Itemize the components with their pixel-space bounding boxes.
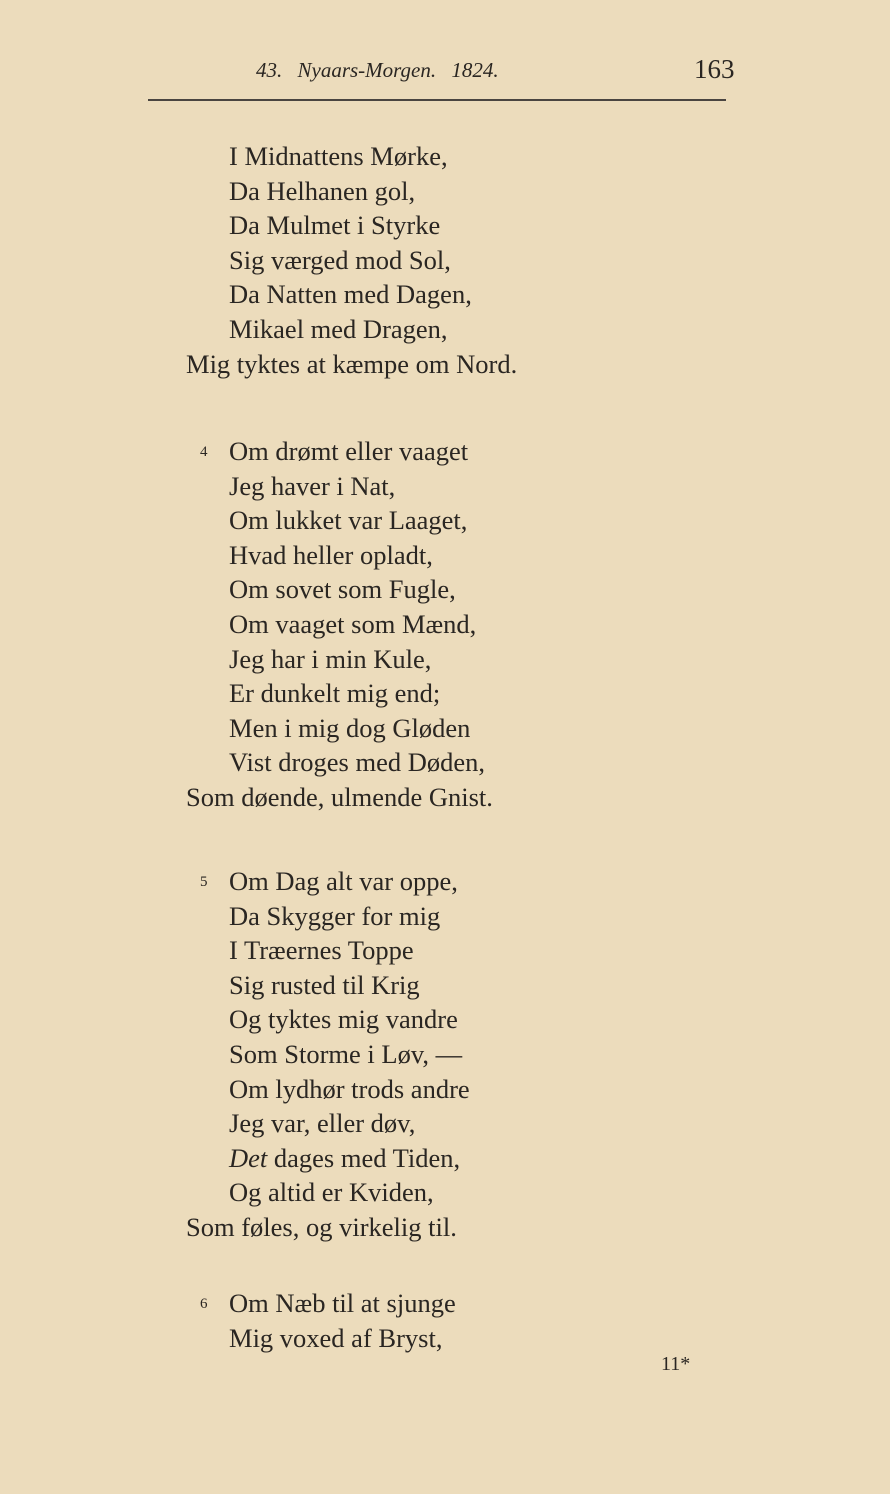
verse-line: Da Helhanen gol,: [229, 175, 416, 206]
emphasis: Det: [229, 1142, 268, 1173]
stanza-number: 6: [200, 1296, 208, 1312]
signature-mark: 11*: [661, 1353, 691, 1375]
verse-line: Som føles, og virkelig til.: [186, 1211, 457, 1242]
verse-line: Om Næb til at sjunge 6: [186, 1286, 456, 1321]
stanza: [186, 1286, 456, 1355]
verse-line: Om lukket var Laaget,: [229, 505, 468, 536]
verse-line: Da Mulmet i Styrke: [229, 210, 441, 241]
verse-line: Om sovet som Fugle,: [229, 574, 456, 605]
verse-line: Det dages med Tiden,: [229, 1142, 461, 1173]
header-rule: [148, 99, 726, 101]
stanza: [186, 139, 517, 381]
verse-line: Hvad heller opladt,: [229, 539, 433, 570]
verse-line: Om drømt eller vaaget 4: [186, 434, 493, 469]
verse-line: Sig værged mod Sol,: [229, 244, 451, 275]
verse-line: Om lydhør trods andre: [229, 1073, 470, 1104]
running-header: 43. Nyaars-Morgen. 1824.: [256, 58, 499, 82]
verse-line: Om vaaget som Mænd,: [229, 608, 477, 639]
verse-line: Da Skygger for mig: [229, 900, 441, 931]
verse-line: Er dunkelt mig end;: [229, 678, 441, 709]
page-number: 163: [694, 54, 735, 84]
verse-line: Jeg haver i Nat,: [229, 470, 396, 501]
verse-line: Og tyktes mig vandre: [229, 1004, 458, 1035]
verse-line: Og altid er Kviden,: [229, 1177, 434, 1208]
verse-line: Sig rusted til Krig: [229, 969, 420, 1000]
verse-line: Som døende, ulmende Gnist.: [186, 781, 493, 812]
verse-line: Mig voxed af Bryst,: [229, 1322, 443, 1353]
verse-line: Da Natten med Dagen,: [229, 279, 472, 310]
verse-line: Som Storme i Løv, —: [229, 1038, 463, 1069]
verse-line: Om Dag alt var oppe, 5: [186, 864, 470, 899]
stanza: [186, 434, 493, 815]
stanza-number: 4: [200, 444, 208, 460]
verse-line: I Træernes Toppe: [229, 935, 414, 966]
verse-line: Jeg var, eller døv,: [229, 1108, 416, 1139]
verse-line: Jeg har i min Kule,: [229, 643, 432, 674]
verse-line: I Midnattens Mørke,: [229, 141, 448, 171]
verse-line: Vist droges med Døden,: [229, 747, 486, 778]
verse-line: Mikael med Dragen,: [229, 313, 448, 344]
stanza: [186, 864, 470, 1245]
verse-line: Mig tyktes at kæmpe om Nord.: [186, 348, 518, 379]
verse-line: Men i mig dog Gløden: [229, 712, 471, 743]
stanza-number: 5: [200, 874, 208, 890]
